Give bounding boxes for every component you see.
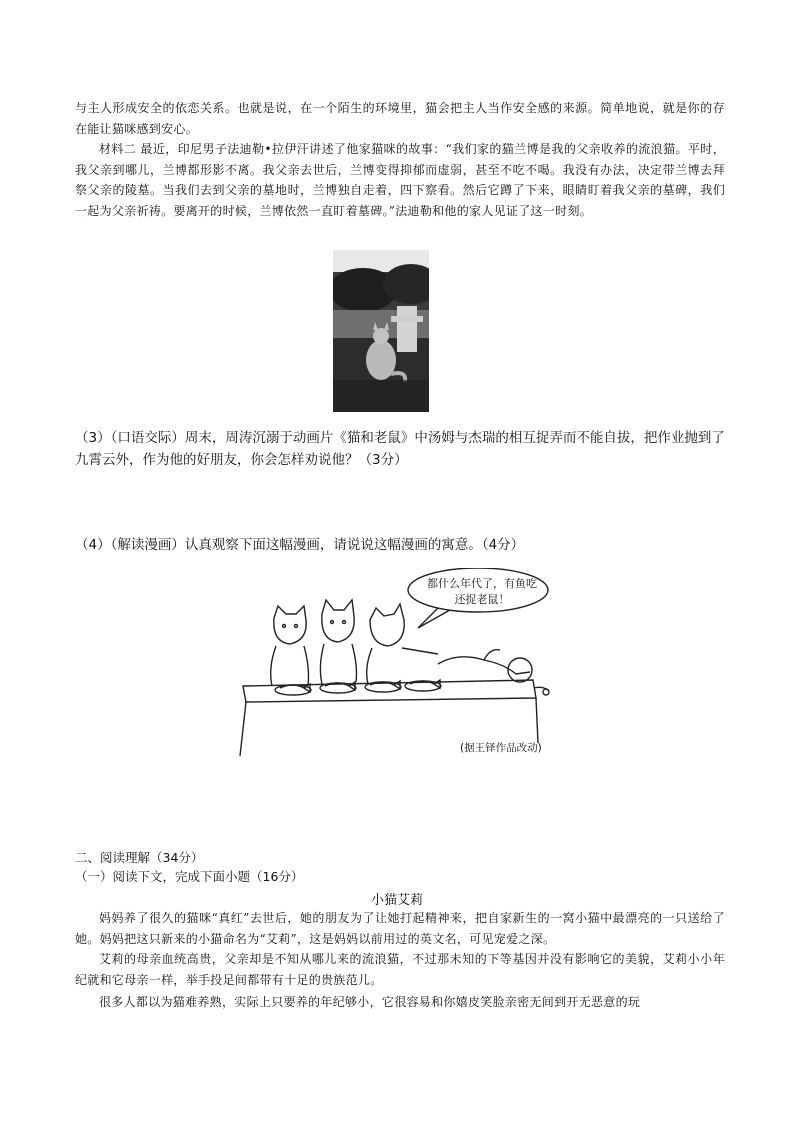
material-two-paragraph: 材料二 最近，印尼男子法迪勒•拉伊汗讲述了他家猫咪的故事：“我们家的猫兰博是我的父亲收养的流浪猫。平时，我父亲到哪儿，兰博都形影不离。我父亲去世后，兰博变得抑郁而虚弱，甚至不吃不喝。我没有办法，决定带兰博去拜祭父亲的陵墓。当我们去到父亲的墓地时，兰博独自走着，四下察看。然后它蹲了下来，眼睛盯着我父亲的墓碑，我们一起为父亲祈祷。要离开的时候，兰博依然一直盯着墓碑。”法迪勒和他的家人见证了这一时刻。 (75, 142, 725, 218)
subsection-heading: （一）阅读下文，完成下面小题（16分） (75, 869, 304, 884)
cat-grave-photo (333, 250, 429, 412)
story-paragraph-2: 艾莉的母亲血统高贵，父亲却是不知从哪儿来的流浪猫，不过那未知的下等基因并没有影响它的美貌，艾莉小小年纪就和它母亲一样，举手投足间都带有十足的贵族范儿。 (75, 952, 725, 987)
story-paragraph-1: 妈妈养了很久的猫咪“真红”去世后，她的朋友为了让她打起精神来，把自家新生的一窝小猫中最漂亮的一只送给了她。妈妈把这只新来的小猫命名为“艾莉”，这是妈妈以前用过的英文名，可见宠爱之深。 (75, 911, 725, 946)
question-4: （4）（解读漫画）认真观察下面这幅漫画，请说说这幅漫画的寓意。（4分） (75, 537, 525, 553)
section-heading: 二、阅读理解（34分） (75, 850, 204, 865)
story-paragraph-3: 很多人都以为猫难养熟，实际上只要养的年纪够小，它很容易和你嬉皮笑脸亲密无间到开无恶意的玩 (99, 995, 641, 1009)
question-3: （3）（口语交际）周末，周涛沉溺于动画片《猫和老鼠》中汤姆与杰瑞的相互捉弄而不能自拔，把作业抛到了九霄云外，作为他的好朋友，你会怎样劝说他？（3分） (75, 430, 725, 468)
cartoon-caption: (据王铎作品改动) (460, 742, 542, 754)
cartoon-speech: 都什么年代了，有鱼吃还捉老鼠！ (427, 577, 537, 606)
material-paragraph-1: 与主人形成安全的依恋关系。也就是说，在一个陌生的环境里，猫会把主人当作安全感的来源。简单地说，就是你的存在能让猫咪感到安心。 (75, 101, 725, 136)
story-title: 小猫艾莉 (370, 893, 423, 908)
